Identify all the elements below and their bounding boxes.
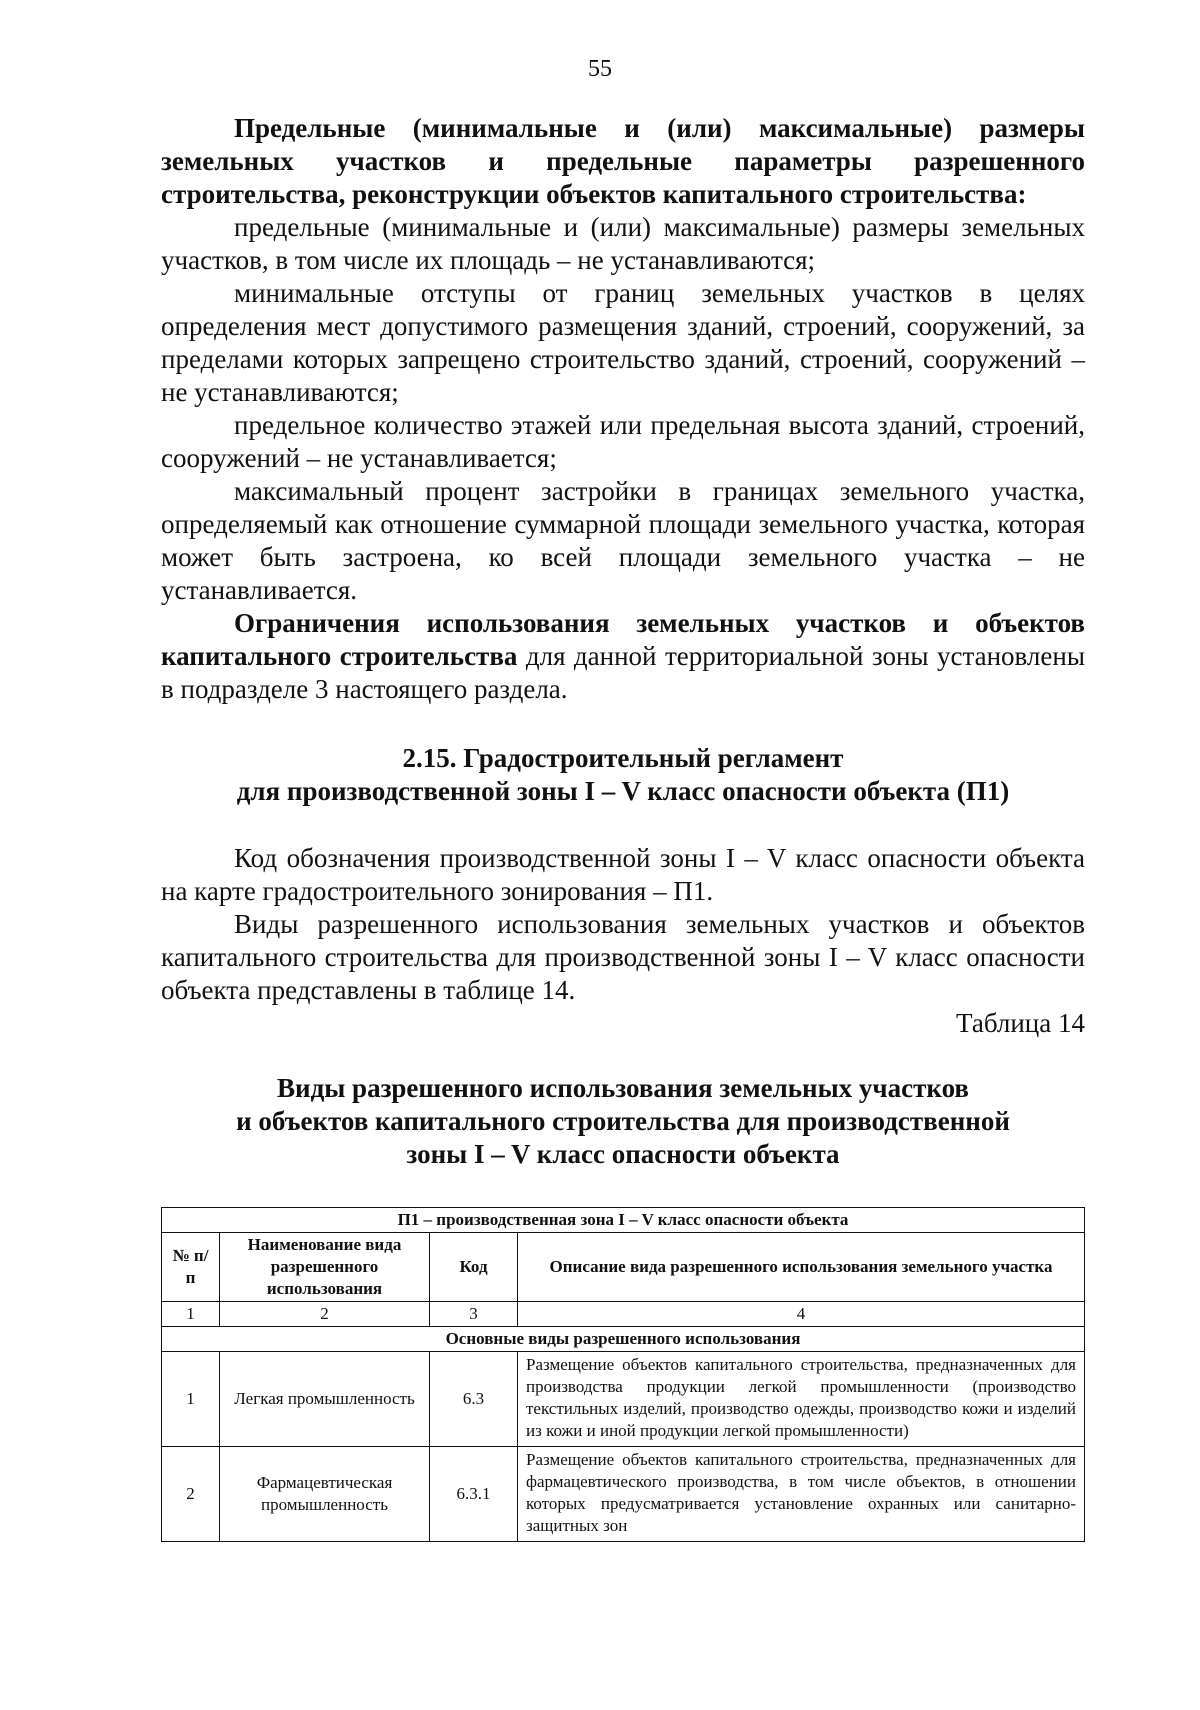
section-title-line2: для производственной зоны I – V класс опасности объекта (П1) <box>236 776 1010 806</box>
section-title-line1: 2.15. Градостроительный регламент <box>402 743 844 773</box>
table-caption: Таблица 14 <box>956 1008 1085 1038</box>
restrictions-bold: Ограничения использования земельных участков и объектов капитального строительства <box>161 608 1085 671</box>
row-desc: Размещение объектов капитального строительства, предназначенных для производства продукции легкой промышленности (производство текстильных изделий, производство одежды, производство кожи и изделий из кожи и иной продукции легкой промышленности) <box>518 1352 1085 1447</box>
row-code: 6.3 <box>430 1352 518 1447</box>
paragraph-zone-code: Код обозначения производственной зоны I – V класс опасности объекта на карте градостроительного зонирования – П1. <box>161 843 1085 906</box>
row-desc: Размещение объектов капитального строительства, предназначенных для фармацевтического производства, в том числе объектов, в отношении которых предусматривается установление охранных или санитарно-защитных зон <box>518 1447 1085 1542</box>
params-heading: Предельные (минимальные и (или) максимальные) размеры земельных участков и предельные параметры разрешенного строительства, реконструкции объектов капитального строительства: <box>161 113 1085 209</box>
row-num: 2 <box>162 1447 220 1542</box>
paragraph-setbacks: минимальные отступы от границ земельных участков в целях определения мест допустимого размещения зданий, строений, сооружений, за пределами которых запрещено строительство зданий, строений, сооружений – не устанавливаются; <box>161 278 1085 407</box>
restrictions-rest: для данной территориальной зоны установлены в подразделе 3 настоящего раздела. <box>161 641 1085 704</box>
table-title-line2: и объектов капитального строительства для производственной <box>236 1106 1010 1136</box>
header-desc: Описание вида разрешенного использования земельного участка <box>518 1233 1085 1302</box>
paragraph-zone-uses: Виды разрешенного использования земельных участков и объектов капитального строительства для производственной зоны I – V класс опасности объекта представлены в таблице 14. <box>161 909 1085 1005</box>
paragraph-coverage: максимальный процент застройки в границах земельного участка, определяемый как отношение суммарной площади земельного участка, которая может быть застроена, ко всей площади земельного участка – не устанавливается. <box>161 476 1085 605</box>
column-number: 3 <box>430 1302 518 1327</box>
column-number: 1 <box>162 1302 220 1327</box>
column-number-row <box>162 1302 1085 1327</box>
table-title <box>161 1072 1085 1171</box>
row-name: Легкая промышленность <box>220 1352 430 1447</box>
paragraph-floors: предельное количество этажей или предельная высота зданий, строений, сооружений – не устанавливается; <box>161 410 1085 473</box>
row-num: 1 <box>162 1352 220 1447</box>
page-content <box>161 112 1085 1542</box>
header-code: Код <box>430 1233 518 1302</box>
table-header-row <box>162 1233 1085 1302</box>
table-title-line1: Виды разрешенного использования земельных участков <box>277 1073 969 1103</box>
table-title-line3: зоны I – V класс опасности объекта <box>406 1139 840 1169</box>
table-zone-header-row <box>162 1208 1085 1233</box>
table-row <box>162 1447 1085 1542</box>
paragraph-restrictions <box>161 607 1085 706</box>
subheader-main-uses: Основные виды разрешенного использования <box>162 1327 1085 1352</box>
uses-table <box>161 1207 1085 1542</box>
subheader-row <box>162 1327 1085 1352</box>
zone-header: П1 – производственная зона I – V класс опасности объекта <box>162 1208 1085 1233</box>
header-num: № п/п <box>162 1233 220 1302</box>
paragraph-plot-size: предельные (минимальные и (или) максимальные) размеры земельных участков, в том числе их площадь – не устанавливаются; <box>161 212 1085 275</box>
header-name: Наименование вида разрешенного использования <box>220 1233 430 1302</box>
page-number: 55 <box>588 56 612 82</box>
row-name: Фармацевтическая промышленность <box>220 1447 430 1542</box>
table-row <box>162 1352 1085 1447</box>
column-number: 4 <box>518 1302 1085 1327</box>
section-title <box>161 742 1085 808</box>
row-code: 6.3.1 <box>430 1447 518 1542</box>
column-number: 2 <box>220 1302 430 1327</box>
